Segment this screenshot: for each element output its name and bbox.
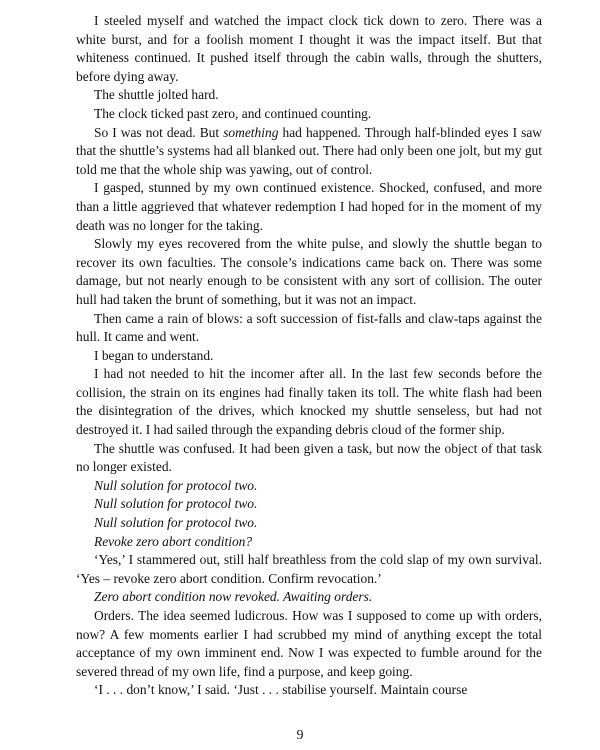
paragraph <box>76 607 542 681</box>
text-run: Null solution for protocol two. <box>94 477 258 493</box>
paragraph <box>76 347 542 366</box>
paragraph <box>76 495 542 514</box>
text-run: I steeled myself and watched the impact clock tick down to zero. There was a white burst, and for a foolish moment I thought it was the impact itself. But that whiteness continued. It pushed itself through the cabin walls, through the shutters, before dying away. <box>76 13 542 84</box>
paragraph <box>76 365 542 439</box>
paragraph <box>76 681 542 700</box>
text-run: Orders. The idea seemed ludicrous. How was I supposed to come up with orders, now? A few moments earlier I had scrubbed my mind of anything except the total acceptance of my own imminent end. Now I was expected to fumble around for the severed thread of my own life, find a purpose, and keep going. <box>76 608 542 679</box>
text-run: The clock ticked past zero, and continued counting. <box>94 105 372 121</box>
paragraph <box>76 310 542 347</box>
text-run: Null solution for protocol two. <box>94 496 258 512</box>
text-run: ‘I . . . don’t know,’ I said. ‘Just . . . stabilise yourself. Maintain course <box>94 682 468 698</box>
text-run: The shuttle was confused. It had been given a task, but now the object of that task no longer existed. <box>76 440 542 475</box>
paragraph <box>76 235 542 309</box>
paragraph <box>76 514 542 533</box>
text-run: I gasped, stunned by my own continued existence. Shocked, confused, and more than a little aggrieved that whatever redemption I had hoped for in the moment of my death was no longer for the taking. <box>76 180 542 233</box>
text-run: Revoke zero abort condition? <box>94 533 253 549</box>
paragraph <box>76 588 542 607</box>
paragraph <box>76 124 542 180</box>
text-run: Null solution for protocol two. <box>94 515 258 531</box>
paragraph <box>76 105 542 124</box>
emphasis-text: something <box>223 124 279 140</box>
paragraph <box>76 477 542 496</box>
paragraph <box>76 12 542 86</box>
text-run: Then came a rain of blows: a soft succession of fist-falls and claw-taps against the hull. It came and went. <box>76 310 542 345</box>
paragraph <box>76 86 542 105</box>
page-number: 9 <box>296 728 304 743</box>
text-run: had happened. Through half-blinded eyes I saw that the shuttle’s systems had all blanked out. There had only been one jolt, but my gut told me that the whole ship was yawing, out of control. <box>76 124 542 177</box>
paragraph <box>76 440 542 477</box>
paragraph <box>76 551 542 588</box>
paragraph <box>76 179 542 235</box>
paragraph <box>76 533 542 552</box>
text-run: I had not needed to hit the incomer after all. In the last few seconds before the collision, the strain on its engines had finally taken its toll. The white flash had been the disintegration of the drives, which knocked my shuttle senseless, but had not destroyed it. I had sailed through the expanding debris cloud of the former ship. <box>76 366 542 438</box>
text-run: ‘Yes,’ I stammered out, still half breathless from the cold slap of my own survival. ‘Yes – revoke zero abort condition. Confirm revocation.’ <box>76 552 542 586</box>
text-run: Zero abort condition now revoked. Awaiting orders. <box>94 589 373 605</box>
body-text <box>76 12 542 700</box>
text-run: Slowly my eyes recovered from the white pulse, and slowly the shuttle began to recover its own faculties. The console’s indications came back on. There was some damage, but not nearly enough to be consistent with any sort of collision. The outer hull had taken the brunt of something, but it was not an impact. <box>76 236 542 307</box>
text-run: So I was not dead. But <box>94 124 224 140</box>
text-run: I began to understand. <box>94 347 214 363</box>
text-run: The shuttle jolted hard. <box>94 87 219 103</box>
